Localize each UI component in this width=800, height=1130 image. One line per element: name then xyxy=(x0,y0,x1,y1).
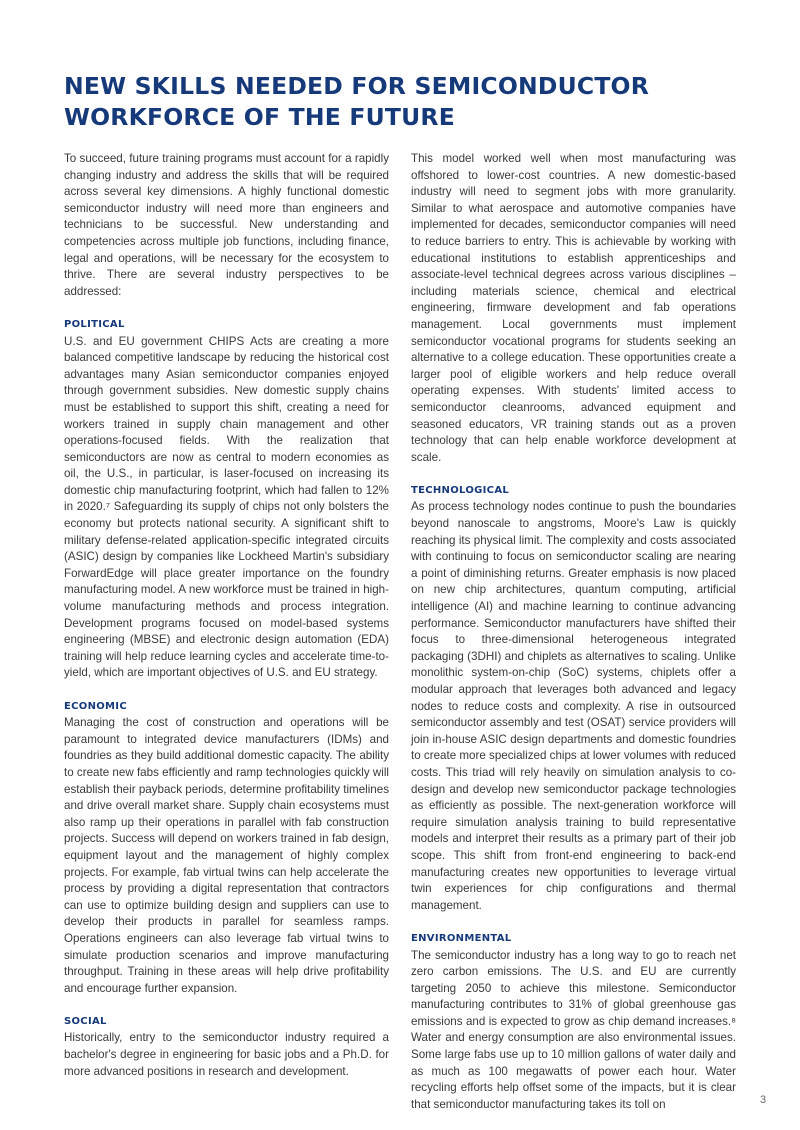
page-title: NEW SKILLS NEEDED FOR SEMICONDUCTOR WORKFORCE OF THE FUTURE xyxy=(64,72,650,131)
political-paragraph: U.S. and EU government CHIPS Acts are creating a more balanced competitive landscape by reducing the historical cost advantages many Asian semiconductor companies enjoyed through government subsidies. New domestic supply chains must be established to support this shift, creating a need for workers trained in supply chain management and other operations-focused fields. With the realization that semiconductors are now as central to modern economies as oil, the U.S., in particular, is laser-focused on increasing its domestic chip manufacturing footprint, which had fallen to 12% in 2020.⁷ Safeguarding its supply of chips not only bolsters the economy but protects national security. A significant shift to military defense-related application-specific integrated circuits (ASIC) design by companies like Lockheed Martin's subsidiary ForwardEdge will place greater importance on the foundry manufacturing model. A new workforce must be trained in high-volume manufacturing methods and process integration. Development programs focused on model-based systems engineering (MBSE) and electronic design automation (EDA) training will help reduce learning cycles and accelerate time-to-yield, which are important objectives of U.S. and EU strategy. xyxy=(64,334,389,680)
page-number: 3 xyxy=(760,1094,767,1106)
environmental-heading: ENVIRONMENTAL xyxy=(411,932,512,944)
economic-heading: ECONOMIC xyxy=(64,700,127,712)
political-heading: POLITICAL xyxy=(64,318,125,330)
social-heading: SOCIAL xyxy=(64,1015,107,1027)
intro-paragraph: To succeed, future training programs must account for a rapidly changing industry and address the skills that will be required across several key dimensions. A highly functional domestic semiconductor industry will need more than engineers and technicians to be successful. New understanding and competencies across multiple job functions, including finance, legal and operations, will be necessary for the ecosystem to thrive. There are several industry perspectives to be addressed: xyxy=(64,152,389,298)
economic-paragraph: Managing the cost of construction and operations will be paramount to integrated device manufacturers (IDMs) and foundries as they build additional domestic capacity. The ability to create new fabs efficiently and ramp technologies quickly will establish their payback periods, determine profitability timelines and drive overall market share. Supply chain ecosystems must also ramp up their operations in parallel with fab construction projects. Success will depend on workers trained in fab design, equipment layout and the management of highly complex projects. For example, fab virtual twins can help accelerate the process by providing a digital representation that contractors can use to optimize building design and suppliers can use to develop their products in parallel for seamless ramps. Operations engineers can also leverage fab virtual twins to simulate production scenarios and improve manufacturing throughput. Training in these areas will help drive profitability and encourage further expansion. xyxy=(64,716,389,995)
right-column xyxy=(411,151,736,1113)
environmental-paragraph: The semiconductor industry has a long way to go to reach net zero carbon emissions. The U.S. and EU are currently targeting 2050 to achieve this milestone. Semiconductor manufacturing contributes to 31% of global greenhouse gas emissions and is expected to grow as chip demand increases.⁸ Water and energy consumption are also environmental issues. Some large fabs use up to 10 million gallons of water daily and as much as 100 megawatts of power each hour. Water recycling efforts help offset some of the impacts, but it is clear that semiconductor manufacturing takes its toll on xyxy=(411,948,736,1111)
social-paragraph-continued: This model worked well when most manufacturing was offshored to lower-cost countries. A new domestic-based industry will need to segment jobs with more granularity. Similar to what aerospace and automotive companies have implemented for decades, semiconductor companies will need to reduce barriers to entry. This is achievable by working with educational institutions to establish apprenticeships and associate-level technical degrees across various disciplines – including materials science, chemical and electrical engineering, firmware development and fab operations management. Local governments must implement semiconductor vocational programs for students seeking an alternative to a college education. These opportunities create a larger pool of eligible workers and help reduce overall operating expenses. With students' limited access to semiconductor cleanrooms, advanced equipment and seasoned educators, VR training stands out as a proven technology that can help enable workforce development at scale. xyxy=(411,152,736,464)
social-paragraph: Historically, entry to the semiconductor industry required a bachelor's degree in engineering for basic jobs and a Ph.D. for more advanced positions in research and development. xyxy=(64,1031,389,1078)
technological-heading: TECHNOLOGICAL xyxy=(411,484,510,496)
left-column xyxy=(64,151,389,1080)
technological-paragraph: As process technology nodes continue to push the boundaries beyond nanoscale to angstroms, Moore's Law is quickly reaching its physical limit. The complexity and costs associated with continuing to focus on semiconductor scaling are nearing a point of diminishing returns. Greater emphasis is now placed on new chip architectures, quantum computing, artificial intelligence (AI) and machine learning to continue advancing performance. Semiconductor manufacturers have shifted their focus to three-dimensional heterogeneous integrated packaging (3DHI) and chiplets as alternatives to scaling. Unlike monolithic system-on-chip (SoC) systems, chiplets offer a modular approach that leverages both advanced and legacy nodes to reduce costs and complexity. A rise in outsourced semiconductor assembly and test (OSAT) service providers will join in-house ASIC design departments and domestic foundries to create more specialized chips at lower volumes with reduced costs. This triad will rely heavily on simulation analysis to co-design and develop new semiconductor package technologies as efficiently as possible. The next-generation workforce will require simulation analysis training to build representative models and interpret their results as a primary part of their job scope. This shift from front-end engineering to back-end manufacturing creates new opportunities to leverage virtual twin experiences for chip configurations and thermal management. xyxy=(411,500,736,912)
